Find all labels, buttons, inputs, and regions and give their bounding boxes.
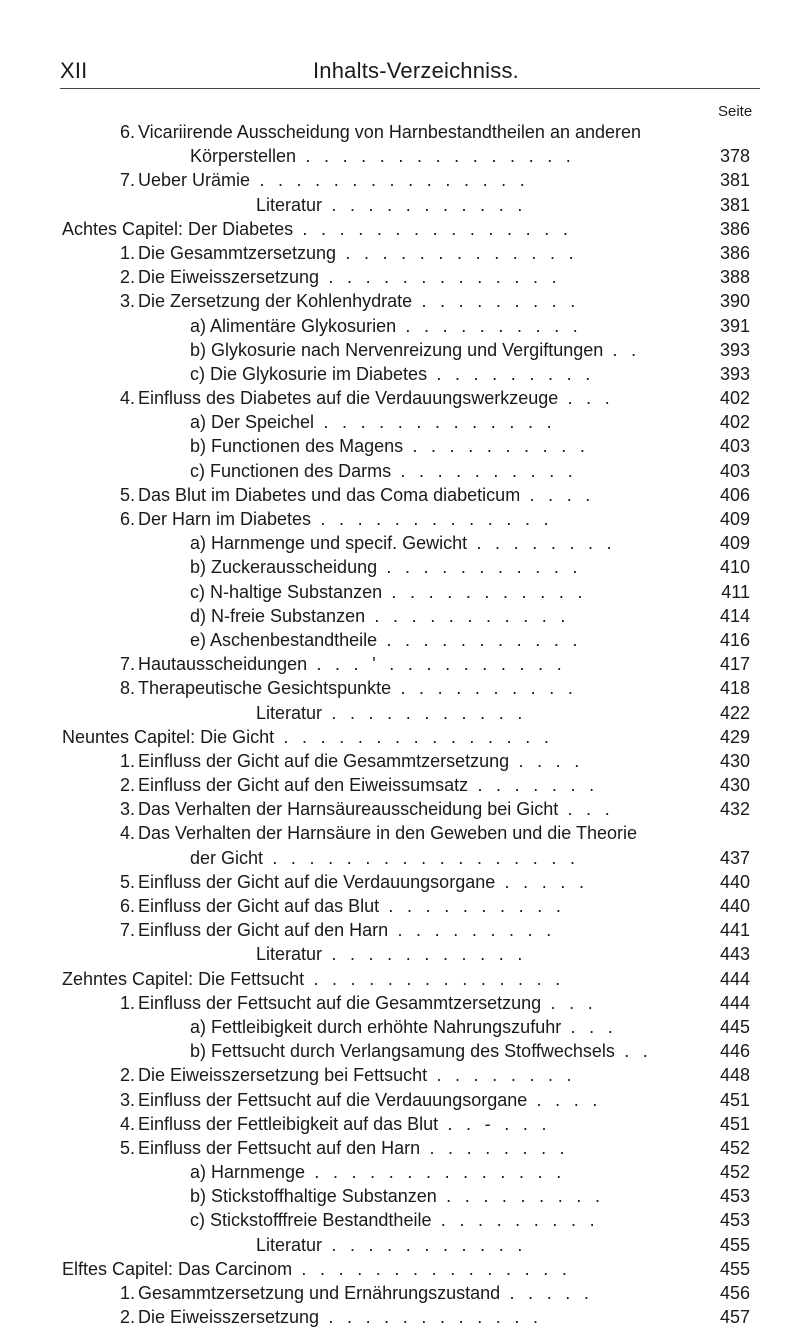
toc-entry-page: 386 (719, 218, 750, 239)
toc-entry-text (62, 217, 572, 241)
toc-entry-text (256, 193, 527, 217)
toc-entry (0, 410, 800, 434)
toc-entry-page: 390 (719, 291, 750, 312)
toc-entry-number: 5. (120, 484, 136, 505)
toc-entry-text (190, 531, 616, 555)
toc-entry-title: Zehntes Capitel: Die Fettsucht (62, 968, 305, 989)
toc-entry-title: b) Stickstoffhaltige Substanzen (190, 1186, 437, 1207)
toc-entry (0, 1088, 800, 1112)
toc-entry (0, 1063, 800, 1087)
toc-entry (0, 289, 800, 313)
toc-entry (0, 918, 800, 942)
toc-entry-title: Die Eiweisszersetzung (138, 267, 320, 288)
dot-leader: . . . . . . . . . (388, 920, 556, 941)
toc-entry-page: 402 (719, 388, 750, 409)
toc-entry-text (120, 894, 565, 918)
toc-entry-number: 3. (120, 799, 136, 820)
dot-leader: . . . . . . . . . . . . . (311, 509, 553, 529)
toc-entry-number: 5. (120, 1137, 136, 1158)
toc-entry-text (190, 362, 595, 386)
toc-entry-page: 386 (719, 242, 750, 263)
toc-entry-title: Einfluss der Fettsucht auf den Harn (138, 1137, 421, 1158)
toc-entry-text (120, 652, 566, 676)
toc-entry (0, 1257, 800, 1281)
toc-entry (0, 1039, 800, 1063)
toc-entry-title: Achtes Capitel: Der Diabetes (62, 218, 294, 239)
toc-entry-page: 388 (719, 267, 750, 288)
page-column-label: Seite (718, 103, 753, 120)
toc-entry-title: b) Glykosurie nach Nervenreizung und Vergiftungen (190, 339, 604, 360)
toc-entry-page: 430 (719, 775, 750, 796)
toc-entry-title: a) Fettleibigkeit durch erhöhte Nahrungszufuhr (190, 1016, 562, 1037)
dot-leader: . . . ' . . . . . . . . . . (307, 654, 567, 675)
toc-entry-title: c) Die Glykosurie im Diabetes (190, 363, 428, 384)
toc-entry-number: 6. (120, 896, 136, 916)
toc-entry-page: 457 (719, 1307, 750, 1328)
dot-leader: . . . . . (500, 1283, 594, 1303)
toc-entry (0, 797, 800, 821)
dot-leader: . . (603, 339, 641, 360)
toc-entry-number: 3. (120, 1089, 136, 1110)
dot-leader: . . . . . . . . . . . . (319, 1307, 543, 1328)
toc-entry-title: d) N-freie Substanzen (190, 605, 366, 626)
dot-leader: . . . . (509, 750, 584, 771)
dot-leader: . . . . . . . . . . . . . . . . . (263, 847, 580, 868)
toc-entry-text (62, 725, 553, 749)
toc-entry-text (120, 168, 529, 192)
toc-entry-page: 446 (719, 1041, 750, 1062)
toc-entry (0, 168, 800, 192)
toc-entry-text (190, 144, 575, 168)
toc-entry (0, 580, 800, 604)
toc-entry-title: der Gicht (190, 847, 264, 868)
toc-entry-page: 378 (719, 146, 750, 167)
toc-entry-page: 444 (719, 992, 750, 1013)
toc-entry-text (120, 1112, 551, 1136)
dot-leader: . . . . . . . . . . . (322, 194, 527, 215)
toc-entry-text (120, 289, 580, 313)
toc-entry-text (190, 459, 577, 483)
toc-entry-number: 4. (120, 823, 136, 844)
toc-entry (0, 628, 800, 652)
toc-entry-page: 440 (719, 896, 750, 916)
toc-entry-number: 4. (120, 1113, 136, 1134)
toc-entry-page: 453 (719, 1210, 750, 1231)
toc-entry-title: Neuntes Capitel: Die Gicht (62, 726, 275, 747)
toc-entry (0, 217, 800, 241)
toc-entry-page: 443 (719, 944, 750, 965)
toc-entry (0, 870, 800, 894)
toc-entry-number: 1. (120, 992, 136, 1013)
dot-leader: . . . (561, 1016, 618, 1037)
dot-leader: . . . . . . . . . . . . . . . (292, 1258, 572, 1279)
toc-entry-number: 1. (120, 750, 136, 771)
dot-leader: . . . . . . . . . . . . . . (305, 1162, 566, 1183)
dot-leader: . . . . . . . . . . . . . (336, 242, 578, 263)
toc-entry-text (190, 1160, 566, 1184)
dot-leader: . . . . . . . . . (431, 1210, 599, 1231)
dot-leader: . . . . . . . . . . (391, 460, 578, 481)
dot-leader: . . . . . (495, 871, 589, 892)
toc-entry (0, 459, 800, 483)
toc-entry-page: 416 (719, 629, 750, 650)
toc-entry-title: Einfluss des Diabetes auf die Verdauungswerkzeuge (138, 388, 559, 409)
toc-entry (0, 434, 800, 458)
toc-entry-text (120, 120, 641, 144)
dot-leader: . . . . . . . . . . . . . . . (296, 146, 576, 167)
dot-leader: . . . . . . . . . . . . . . . (250, 170, 530, 191)
toc-entry-text (190, 434, 589, 458)
toc-entry (0, 1184, 800, 1208)
toc-entry-text (190, 628, 582, 652)
toc-entry-title: Der Harn im Diabetes (138, 509, 312, 529)
toc-entry-title: a) Der Speichel (190, 412, 315, 433)
toc-entry-title: Die Eiweisszersetzung bei Fettsucht (138, 1065, 428, 1086)
toc-entry-title: c) N-haltige Substanzen (190, 581, 383, 602)
toc-entry-page: 393 (719, 339, 750, 360)
toc-entry (0, 1015, 800, 1039)
toc-entry-text (120, 821, 637, 845)
toc-entry-page: 453 (719, 1186, 750, 1207)
toc-entry-text (120, 773, 598, 797)
toc-entry-text (120, 241, 578, 265)
toc-entry-text (120, 265, 561, 289)
toc-entry-title: Gesammtzersetzung und Ernährungszustand (138, 1283, 501, 1303)
toc-entry-title: b) Fettsucht durch Verlangsamung des Stoffwechsels (190, 1041, 615, 1062)
toc-entry (0, 894, 800, 918)
toc-entry (0, 362, 800, 386)
dot-leader: . . . . . . . . (427, 1065, 576, 1086)
toc-entry (0, 193, 800, 217)
toc-entry-title: Therapeutische Gesichtspunkte (138, 678, 392, 699)
toc-entry-text (120, 483, 595, 507)
toc-entry-page: 448 (719, 1065, 750, 1086)
toc-entry-title: Die Eiweisszersetzung (138, 1307, 320, 1328)
toc-entry-page: 455 (719, 1234, 750, 1255)
dot-leader: . . . . . . . . . . (391, 678, 578, 699)
toc-entry (0, 507, 800, 531)
toc-entry-text (120, 991, 597, 1015)
toc-entry (0, 1112, 800, 1136)
toc-entry (0, 749, 800, 773)
dot-leader: . . . . . . . . . . . (322, 1234, 527, 1255)
toc-entry (0, 1305, 800, 1329)
toc-entry-text (190, 580, 587, 604)
toc-entry-title: Das Verhalten der Harnsäureausscheidung bei Gicht (138, 799, 559, 820)
dot-leader: . . . (558, 799, 615, 820)
toc-entry (0, 1281, 800, 1305)
running-header (60, 58, 760, 89)
dot-leader: . . . . . . . (468, 775, 599, 796)
dot-leader: . . . . . . . . . . (379, 896, 566, 916)
toc-entry-page: 409 (719, 509, 750, 529)
toc-entry-title: c) Stickstofffreie Bestandtheile (190, 1210, 432, 1231)
toc-entry-page: 441 (719, 920, 750, 941)
toc-entry-page: 391 (719, 315, 750, 336)
dot-leader: . . . . . . . . . . . (322, 702, 527, 723)
toc-entry-text (120, 1063, 576, 1087)
toc-entry-text (120, 797, 614, 821)
toc-entry-page: 422 (719, 702, 750, 723)
toc-entry (0, 314, 800, 338)
toc-entry-page: 402 (719, 412, 750, 433)
toc-entry-title: Vicariirende Ausscheidung von Harnbestandtheilen an anderen (138, 122, 642, 142)
toc-entry (0, 967, 800, 991)
toc-entry-page: 429 (719, 726, 750, 747)
toc-entry-title: Das Verhalten der Harnsäure in den Geweben und die Theorie (138, 823, 637, 844)
toc-entry-title: Literatur (256, 194, 323, 215)
toc-entry (0, 144, 800, 168)
toc-entry (0, 652, 800, 676)
toc-entry-number: 7. (120, 654, 136, 675)
toc-entry-page: 432 (719, 799, 750, 820)
toc-entry-text (190, 338, 640, 362)
toc-entry-title: a) Harnmenge (190, 1162, 306, 1183)
toc-entry-number: 3. (120, 291, 136, 312)
dot-leader: . . . . . . . . . . (396, 315, 583, 336)
toc-entry (0, 338, 800, 362)
header-title: Inhalts-Verzeichniss. (313, 58, 519, 83)
toc-entry-text (256, 1233, 527, 1257)
dot-leader: . . . . . . . . . . . (382, 581, 587, 602)
toc-entry-number: 6. (120, 509, 136, 529)
dot-leader: . . . . . . . . (420, 1137, 569, 1158)
toc-entry-text (62, 1257, 571, 1281)
toc-entry-text (120, 1281, 593, 1305)
toc-entry-title: b) Functionen des Magens (190, 436, 404, 457)
toc-entry-text (190, 314, 582, 338)
dot-leader: . . . (558, 388, 615, 409)
toc-entry-page: 452 (719, 1137, 750, 1158)
toc-entry-title: Einfluss der Gicht auf das Blut (138, 896, 380, 916)
dot-leader: . . . . . . . . . . . (377, 557, 582, 578)
toc-entry-title: Körperstellen (190, 146, 297, 167)
dot-leader: . . . . . . . . . . . . . . (304, 968, 565, 989)
toc-entry-title: Einfluss der Gicht auf die Verdauungsorgane (138, 871, 496, 892)
toc-entry-text (120, 870, 588, 894)
toc-entry-text (120, 507, 553, 531)
toc-entry-text (62, 967, 565, 991)
toc-entry-title: Literatur (256, 944, 323, 965)
toc-entry-title: Einfluss der Fettleibigkeit auf das Blut (138, 1113, 439, 1134)
toc-entry-title: Elftes Capitel: Das Carcinom (62, 1258, 293, 1279)
dot-leader: . . . . . . . . (467, 533, 616, 554)
toc-entry-title: Einfluss der Fettsucht auf die Verdauungsorgane (138, 1089, 528, 1110)
toc-entry (0, 241, 800, 265)
toc-entry-page: 418 (719, 678, 750, 699)
dot-leader: . . . . . . . . . . . . . (319, 267, 561, 288)
toc-entry (0, 1160, 800, 1184)
toc-entry-text (120, 676, 577, 700)
toc-entry-number: 2. (120, 1065, 136, 1086)
toc-entry-text (190, 846, 579, 870)
toc-entry-title: e) Aschenbestandtheile (190, 629, 378, 650)
toc-entry-text (120, 1305, 542, 1329)
toc-entry (0, 846, 800, 870)
toc-entry-number: 4. (120, 388, 136, 409)
toc-entry-title: Ueber Urämie (138, 170, 251, 191)
toc-entry-number: 5. (120, 871, 136, 892)
toc-entry-page: 409 (719, 533, 750, 554)
toc-entry-page: 444 (719, 968, 750, 989)
toc-entry-title: Einfluss der Gicht auf den Harn (138, 920, 389, 941)
toc-entry-title: b) Zuckerausscheidung (190, 557, 378, 578)
toc-entry-page: 403 (719, 460, 750, 481)
toc-entry-number: 6. (120, 122, 136, 142)
toc-entry-title: Hautausscheidungen (138, 654, 308, 675)
toc-entry-page: 393 (719, 363, 750, 384)
toc-entry-page: 440 (719, 871, 750, 892)
toc-entry-number: 7. (120, 170, 136, 191)
toc-entry-title: Die Zersetzung der Kohlenhydrate (138, 291, 413, 312)
toc-entry-number: 1. (120, 242, 136, 263)
toc-entry-page: 403 (719, 436, 750, 457)
toc-entry-page: 451 (719, 1113, 750, 1134)
toc-entry-title: Einfluss der Gicht auf die Gesammtzersetzung (138, 750, 510, 771)
toc-entry-text (190, 1039, 652, 1063)
table-of-contents (0, 120, 800, 1329)
toc-entry-number: 2. (120, 775, 136, 796)
toc-entry (0, 483, 800, 507)
dot-leader: . . . . . . . . . . . . . . . (293, 218, 573, 239)
dot-leader: . . . . (520, 484, 595, 505)
dot-leader: . . . . . . . . . . . (377, 629, 582, 650)
dot-leader: . . . . . . . . . (427, 363, 595, 384)
toc-entry-page: 437 (719, 847, 750, 868)
toc-entry (0, 1136, 800, 1160)
toc-entry-page: 410 (719, 557, 750, 578)
dot-leader: . . - . . . (438, 1113, 551, 1134)
toc-entry-title: Einfluss der Gicht auf den Eiweissumsatz (138, 775, 469, 796)
toc-entry-title: Einfluss der Fettsucht auf die Gesammtzersetzung (138, 992, 542, 1013)
toc-entry-text (120, 1136, 569, 1160)
toc-entry-number: 7. (120, 920, 136, 941)
toc-entry-page: 406 (719, 484, 750, 505)
toc-entry-text (256, 942, 527, 966)
toc-entry-page: 417 (719, 654, 750, 675)
toc-entry-title: Literatur (256, 702, 323, 723)
toc-entry-text (190, 1208, 599, 1232)
dot-leader: . . . (541, 992, 597, 1013)
header-page-number: XII (60, 58, 88, 83)
dot-leader: . . . . . . . . . (412, 291, 580, 312)
dot-leader: . . . . . . . . . . . (322, 944, 527, 965)
toc-entry-number: 8. (120, 678, 136, 699)
toc-entry-text (190, 555, 582, 579)
toc-entry-page: 381 (719, 170, 750, 191)
toc-entry (0, 773, 800, 797)
toc-entry-page: 451 (719, 1089, 750, 1110)
toc-entry-text (190, 1015, 617, 1039)
toc-entry-text (190, 1184, 604, 1208)
toc-entry-title: Die Gesammtzersetzung (138, 242, 337, 263)
toc-entry (0, 725, 800, 749)
toc-entry (0, 991, 800, 1015)
toc-entry-page: 452 (719, 1162, 750, 1183)
dot-leader: . . . . . . . . . . . (365, 605, 570, 626)
toc-entry-text (120, 749, 584, 773)
toc-entry-page: 445 (719, 1016, 750, 1037)
toc-entry (0, 120, 800, 144)
toc-entry-page: 430 (719, 750, 750, 771)
toc-entry-title: c) Functionen des Darms (190, 460, 392, 481)
dot-leader: . . . . . . . . . . . . . . . (274, 726, 554, 747)
toc-entry-page: 456 (719, 1283, 750, 1303)
toc-entry-title: Das Blut im Diabetes und das Coma diabeticum (138, 484, 521, 505)
toc-entry (0, 604, 800, 628)
toc-entry (0, 531, 800, 555)
toc-entry-text (120, 1088, 602, 1112)
toc-entry-number: 1. (120, 1283, 136, 1303)
toc-entry-text (256, 701, 527, 725)
toc-entry (0, 265, 800, 289)
toc-entry-text (120, 386, 614, 410)
toc-entry-page: 455 (719, 1258, 750, 1279)
toc-entry (0, 386, 800, 410)
toc-entry (0, 821, 800, 845)
toc-entry-page: 411 (721, 581, 750, 602)
toc-entry (0, 1233, 800, 1257)
toc-entry-title: Literatur (256, 1234, 323, 1255)
toc-entry (0, 676, 800, 700)
toc-entry-text (120, 918, 556, 942)
dot-leader: . . . . . . . . . (436, 1186, 605, 1207)
dot-leader: . . (614, 1041, 653, 1062)
toc-entry (0, 555, 800, 579)
toc-entry (0, 942, 800, 966)
dot-leader: . . . . . . . . . . . . . (314, 412, 556, 433)
dot-leader: . . . . . . . . . . (403, 436, 590, 457)
toc-entry-title: a) Alimentäre Glykosurien (190, 315, 397, 336)
toc-entry-page: 414 (719, 605, 750, 626)
toc-entry-number: 2. (120, 267, 136, 288)
toc-entry-title: a) Harnmenge und specif. Gewicht (190, 533, 468, 554)
dot-leader: . . . . (527, 1089, 602, 1110)
toc-entry-number: 2. (120, 1307, 136, 1328)
toc-entry-text (190, 410, 556, 434)
toc-entry (0, 1208, 800, 1232)
toc-entry-page: 381 (719, 194, 750, 215)
toc-entry (0, 701, 800, 725)
toc-entry-text (190, 604, 570, 628)
